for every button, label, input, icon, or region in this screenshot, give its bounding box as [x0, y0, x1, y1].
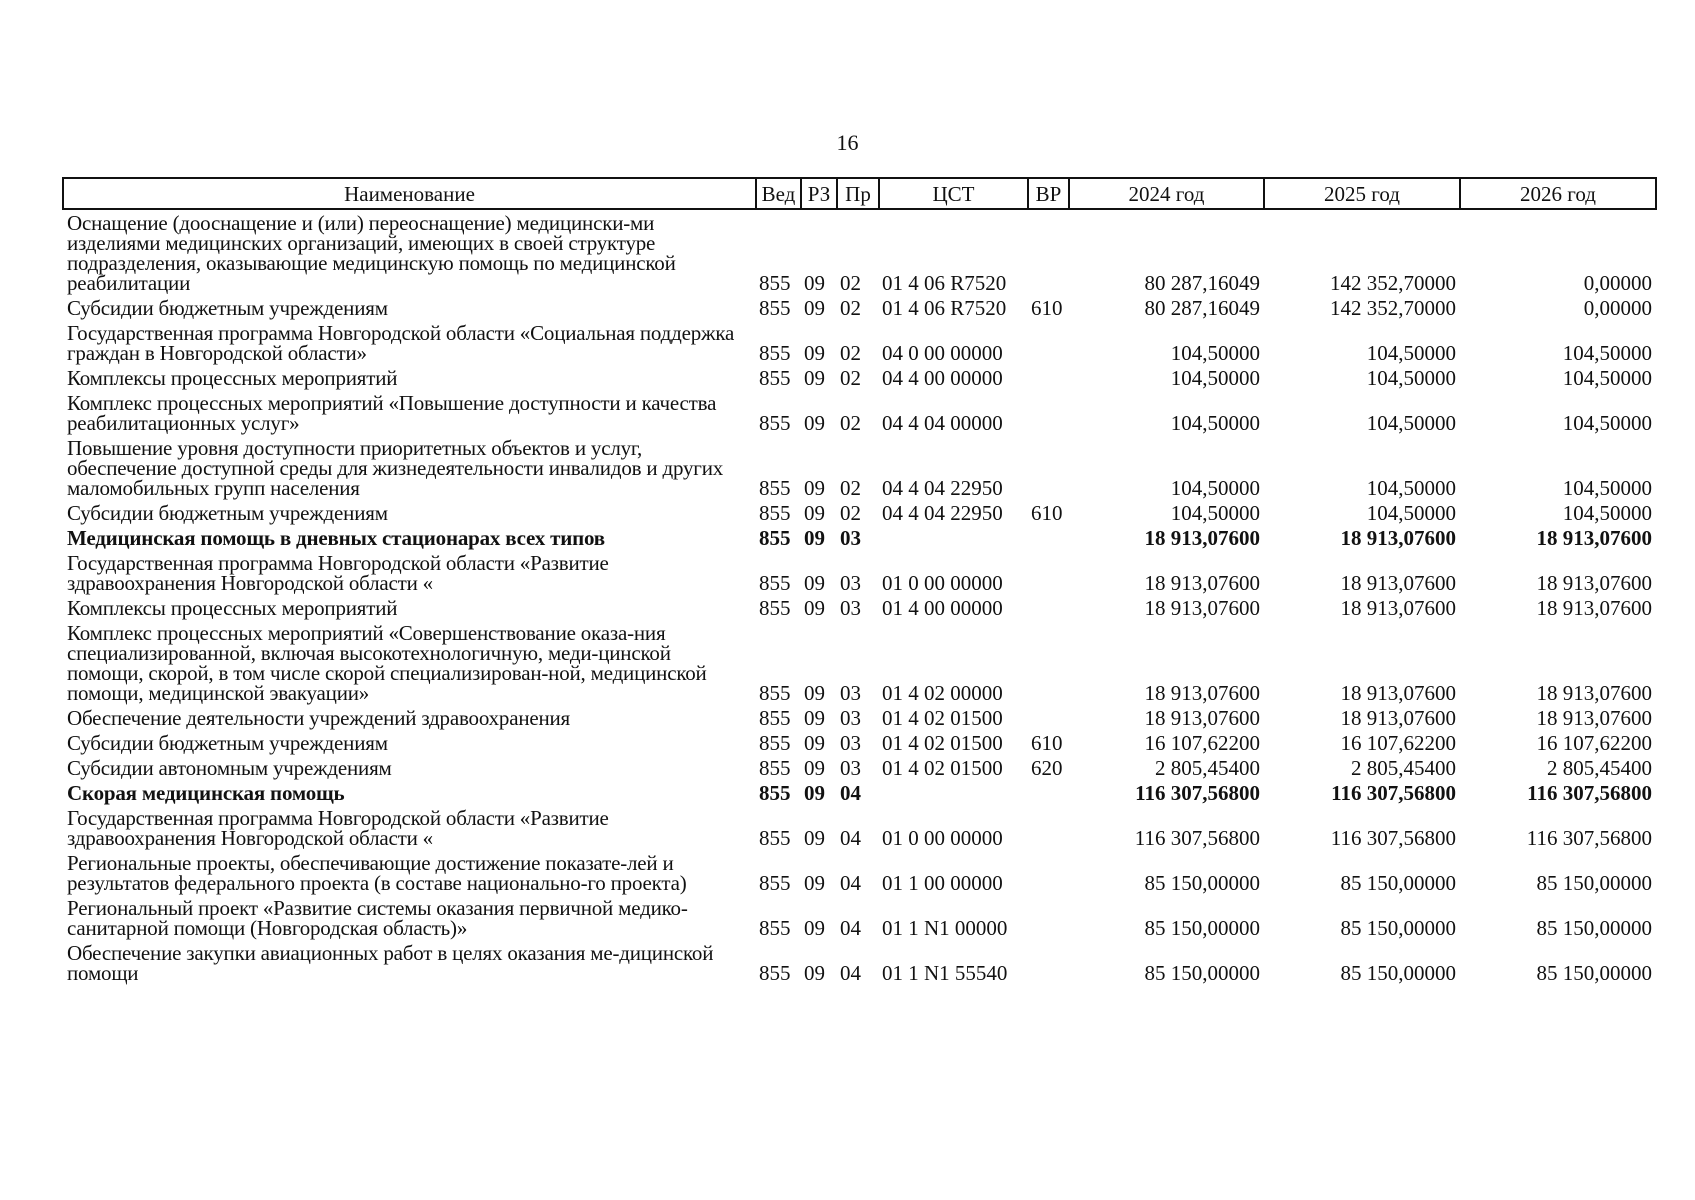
row-cst: 04 0 00 00000: [882, 341, 1003, 365]
row-amount-2025: 85 150,00000: [1340, 916, 1456, 940]
col-header-2026: 2026 год: [1460, 178, 1656, 209]
row-amount-2025: 104,50000: [1366, 366, 1456, 390]
col-header-vr: ВР: [1028, 178, 1069, 209]
row-ved: 855: [759, 756, 791, 780]
row-pr: 02: [840, 296, 861, 320]
row-name: Комплексы процессных мероприятий: [67, 596, 398, 620]
row-name: Субсидии бюджетным учреждениям: [67, 501, 388, 525]
row-amount-2026: 18 913,07600: [1536, 681, 1652, 705]
row-rz: 09: [804, 271, 825, 295]
row-ved: 855: [759, 501, 791, 525]
row-amount-2024: 18 913,07600: [1144, 596, 1260, 620]
row-cst: 01 4 02 00000: [882, 681, 1003, 705]
row-vr: [1028, 209, 1069, 295]
table-row: [63, 620, 1656, 705]
row-pr: 03: [840, 731, 861, 755]
row-amount-2024: 18 913,07600: [1144, 571, 1260, 595]
row-rz: 09: [804, 871, 825, 895]
table-row: [63, 320, 1656, 365]
row-amount-2024: 104,50000: [1170, 411, 1260, 435]
row-ved: 855: [759, 411, 791, 435]
row-amount-2026: 116 307,56800: [1527, 781, 1652, 805]
row-amount-2026: 116 307,56800: [1526, 826, 1652, 850]
col-header-2025: 2025 год: [1264, 178, 1460, 209]
row-amount-2024: 85 150,00000: [1144, 961, 1260, 985]
row-cst: 01 4 06 R7520: [882, 296, 1007, 320]
row-amount-2025: 104,50000: [1366, 501, 1456, 525]
row-amount-2026: 18 913,07600: [1536, 571, 1652, 595]
row-ved: 855: [759, 596, 791, 620]
row-amount-2025: 18 913,07600: [1340, 526, 1456, 550]
row-amount-2026: 85 150,00000: [1536, 871, 1652, 895]
row-ved: 855: [759, 781, 791, 805]
row-name: Комплексы процессных мероприятий: [67, 366, 398, 390]
row-vr: [1028, 895, 1069, 940]
row-amount-2025: 18 913,07600: [1340, 596, 1456, 620]
row-name: Государственная программа Новгородской области «Развитие здравоохранения Новгородской области «: [67, 551, 609, 595]
row-name: Повышение уровня доступности приоритетных объектов и услуг, обеспечение доступной среды для жизнедеятельности инвалидов и других маломобильных групп населения: [67, 436, 724, 500]
row-amount-2024: 16 107,62200: [1144, 731, 1260, 755]
row-ved: 855: [759, 826, 791, 850]
row-amount-2026: 104,50000: [1562, 501, 1652, 525]
row-vr: [1028, 365, 1069, 390]
row-cst: 01 1 N1 55540: [882, 961, 1008, 985]
row-amount-2025: 18 913,07600: [1340, 571, 1456, 595]
row-rz: 09: [804, 706, 825, 730]
row-pr: 02: [840, 476, 861, 500]
row-pr: 04: [840, 826, 861, 850]
row-pr: 02: [840, 271, 861, 295]
row-vr: [1028, 595, 1069, 620]
row-rz: 09: [804, 781, 825, 805]
row-name: Медицинская помощь в дневных стационарах всех типов: [67, 526, 605, 550]
page-number: 16: [836, 130, 859, 155]
table-row: [63, 525, 1656, 550]
col-header-pr: Пр: [837, 178, 879, 209]
row-vr: 610: [1031, 296, 1063, 320]
row-amount-2024: 85 150,00000: [1144, 916, 1260, 940]
row-ved: 855: [759, 296, 791, 320]
row-cst: 01 1 N1 00000: [882, 916, 1008, 940]
row-ved: 855: [759, 476, 791, 500]
row-vr: [1028, 435, 1069, 500]
row-amount-2026: 104,50000: [1562, 476, 1652, 500]
col-header-ved: Вед: [756, 178, 801, 209]
row-vr: [1028, 550, 1069, 595]
table-row: [63, 550, 1656, 595]
row-rz: 09: [804, 296, 825, 320]
row-amount-2025: 18 913,07600: [1340, 681, 1456, 705]
row-vr: [1028, 780, 1069, 805]
row-ved: 855: [759, 526, 791, 550]
row-cst: 01 4 02 01500: [882, 731, 1003, 755]
row-ved: 855: [759, 961, 791, 985]
row-cst: [879, 525, 1028, 550]
row-cst: 01 4 02 01500: [882, 706, 1003, 730]
row-name: Обеспечение закупки авиационных работ в целях оказания ме-дицинской помощи: [67, 941, 714, 985]
row-amount-2024: 85 150,00000: [1144, 871, 1260, 895]
table-row: [63, 730, 1656, 755]
row-rz: 09: [804, 916, 825, 940]
row-pr: 03: [840, 756, 861, 780]
row-pr: 03: [840, 596, 861, 620]
row-name: Комплекс процессных мероприятий «Повышение доступности и качества реабилитационных услуг»: [67, 391, 717, 435]
row-cst: 04 4 04 00000: [882, 411, 1003, 435]
row-name: Субсидии бюджетным учреждениям: [67, 296, 388, 320]
table-row: [63, 390, 1656, 435]
row-pr: 03: [840, 681, 861, 705]
row-pr: 02: [840, 501, 861, 525]
row-vr: 620: [1031, 756, 1063, 780]
row-pr: 02: [840, 366, 861, 390]
row-amount-2026: 16 107,62200: [1536, 731, 1652, 755]
row-ved: 855: [759, 731, 791, 755]
table-header-row: [63, 178, 1656, 209]
row-pr: 04: [840, 781, 861, 805]
row-rz: 09: [804, 731, 825, 755]
row-vr: 610: [1031, 731, 1063, 755]
row-amount-2026: 85 150,00000: [1536, 961, 1652, 985]
row-name: Комплекс процессных мероприятий «Совершенствование оказа-ния специализированной, включая высокотехнологичную, меди-цинской помощи, скорой, в том числе скорой специализирован-ной, медицинской помощи, медицинской эвакуации»: [67, 621, 707, 705]
table-row: [63, 365, 1656, 390]
table-row: [63, 295, 1656, 320]
row-rz: 09: [804, 596, 825, 620]
row-amount-2026: 0,00000: [1583, 271, 1652, 295]
row-vr: [1028, 705, 1069, 730]
row-rz: 09: [804, 341, 825, 365]
row-rz: 09: [804, 476, 825, 500]
row-ved: 855: [759, 871, 791, 895]
row-rz: 09: [804, 366, 825, 390]
row-pr: 04: [840, 871, 861, 895]
table-row: [63, 895, 1656, 940]
col-header-name: Наименование: [63, 178, 756, 209]
row-pr: 02: [840, 341, 861, 365]
row-cst: 01 0 00 00000: [882, 571, 1003, 595]
table-row: [63, 755, 1656, 780]
row-ved: 855: [759, 366, 791, 390]
row-pr: 03: [840, 526, 861, 550]
row-name: Государственная программа Новгородской области «Социальная поддержка граждан в Новгородской области»: [67, 321, 735, 365]
row-amount-2025: 104,50000: [1366, 341, 1456, 365]
row-amount-2026: 104,50000: [1562, 366, 1652, 390]
row-rz: 09: [804, 826, 825, 850]
col-header-cst: ЦСТ: [879, 178, 1028, 209]
row-amount-2024: 116 307,56800: [1134, 826, 1260, 850]
row-cst: 01 0 00 00000: [882, 826, 1003, 850]
table-row: [63, 940, 1656, 985]
row-ved: 855: [759, 681, 791, 705]
row-amount-2024: 80 287,16049: [1144, 271, 1260, 295]
row-rz: 09: [804, 411, 825, 435]
row-vr: [1028, 805, 1069, 850]
row-pr: 03: [840, 571, 861, 595]
row-amount-2025: 85 150,00000: [1340, 871, 1456, 895]
row-amount-2025: 142 352,70000: [1330, 296, 1456, 320]
row-vr: [1028, 940, 1069, 985]
row-cst: [879, 780, 1028, 805]
row-amount-2024: 104,50000: [1170, 366, 1260, 390]
table-row: [63, 500, 1656, 525]
row-vr: [1028, 320, 1069, 365]
row-amount-2024: 104,50000: [1170, 501, 1260, 525]
row-amount-2026: 18 913,07600: [1536, 596, 1652, 620]
row-rz: 09: [804, 501, 825, 525]
table-body: [63, 209, 1656, 985]
row-amount-2026: 0,00000: [1583, 296, 1652, 320]
row-amount-2025: 116 307,56800: [1330, 826, 1456, 850]
row-amount-2024: 104,50000: [1170, 341, 1260, 365]
row-cst: 01 4 02 01500: [882, 756, 1003, 780]
row-amount-2024: 18 913,07600: [1144, 681, 1260, 705]
row-amount-2025: 16 107,62200: [1340, 731, 1456, 755]
row-rz: 09: [804, 961, 825, 985]
budget-table: [62, 177, 1657, 985]
row-amount-2024: 116 307,56800: [1135, 781, 1260, 805]
row-ved: 855: [759, 341, 791, 365]
row-amount-2026: 104,50000: [1562, 411, 1652, 435]
row-vr: [1028, 850, 1069, 895]
row-amount-2024: 80 287,16049: [1144, 296, 1260, 320]
row-name: Оснащение (дооснащение и (или) переоснащение) медицински-ми изделиями медицинских организаций, имеющих в своей структуре подразделения, оказывающие медицинскую помощь по медицинской реабилитации: [67, 211, 676, 295]
table-row: [63, 805, 1656, 850]
row-amount-2026: 85 150,00000: [1536, 916, 1652, 940]
col-header-rz: РЗ: [801, 178, 837, 209]
row-ved: 855: [759, 271, 791, 295]
table-row: [63, 209, 1656, 295]
row-pr: 03: [840, 706, 861, 730]
row-rz: 09: [804, 756, 825, 780]
row-amount-2024: 18 913,07600: [1144, 526, 1260, 550]
row-amount-2025: 2 805,45400: [1351, 756, 1456, 780]
row-ved: 855: [759, 571, 791, 595]
row-vr: [1028, 390, 1069, 435]
row-name: Обеспечение деятельности учреждений здравоохранения: [67, 706, 571, 730]
row-vr: [1028, 620, 1069, 705]
row-pr: 02: [840, 411, 861, 435]
row-amount-2026: 2 805,45400: [1547, 756, 1652, 780]
row-name: Субсидии бюджетным учреждениям: [67, 731, 388, 755]
row-amount-2025: 18 913,07600: [1340, 706, 1456, 730]
row-cst: 04 4 00 00000: [882, 366, 1003, 390]
row-name: Скорая медицинская помощь: [67, 781, 345, 805]
table-row: [63, 780, 1656, 805]
row-pr: 04: [840, 916, 861, 940]
table-row: [63, 850, 1656, 895]
row-vr: 610: [1031, 501, 1063, 525]
row-ved: 855: [759, 706, 791, 730]
table-row: [63, 595, 1656, 620]
row-vr: [1028, 525, 1069, 550]
row-amount-2025: 116 307,56800: [1331, 781, 1456, 805]
row-amount-2025: 142 352,70000: [1330, 271, 1456, 295]
row-amount-2024: 104,50000: [1170, 476, 1260, 500]
row-amount-2024: 18 913,07600: [1144, 706, 1260, 730]
table-row: [63, 705, 1656, 730]
row-rz: 09: [804, 571, 825, 595]
row-ved: 855: [759, 916, 791, 940]
row-amount-2026: 18 913,07600: [1536, 526, 1652, 550]
row-cst: 04 4 04 22950: [882, 501, 1003, 525]
row-rz: 09: [804, 526, 825, 550]
row-name: Региональные проекты, обеспечивающие достижение показате-лей и результатов федерального проекта (в составе национально-го проекта): [67, 851, 687, 895]
row-pr: 04: [840, 961, 861, 985]
row-name: Субсидии автономным учреждениям: [67, 756, 392, 780]
row-amount-2025: 85 150,00000: [1340, 961, 1456, 985]
row-amount-2024: 2 805,45400: [1155, 756, 1260, 780]
row-amount-2026: 104,50000: [1562, 341, 1652, 365]
row-amount-2025: 104,50000: [1366, 411, 1456, 435]
row-amount-2026: 18 913,07600: [1536, 706, 1652, 730]
col-header-2024: 2024 год: [1069, 178, 1264, 209]
row-cst: 04 4 04 22950: [882, 476, 1003, 500]
row-cst: 01 4 06 R7520: [882, 271, 1007, 295]
row-cst: 01 1 00 00000: [882, 871, 1003, 895]
row-rz: 09: [804, 681, 825, 705]
row-amount-2025: 104,50000: [1366, 476, 1456, 500]
row-name: Региональный проект «Развитие системы оказания первичной медико-санитарной помощи (Новгородская область)»: [67, 896, 688, 940]
row-cst: 01 4 00 00000: [882, 596, 1003, 620]
table-row: [63, 435, 1656, 500]
row-name: Государственная программа Новгородской области «Развитие здравоохранения Новгородской области «: [67, 806, 609, 850]
